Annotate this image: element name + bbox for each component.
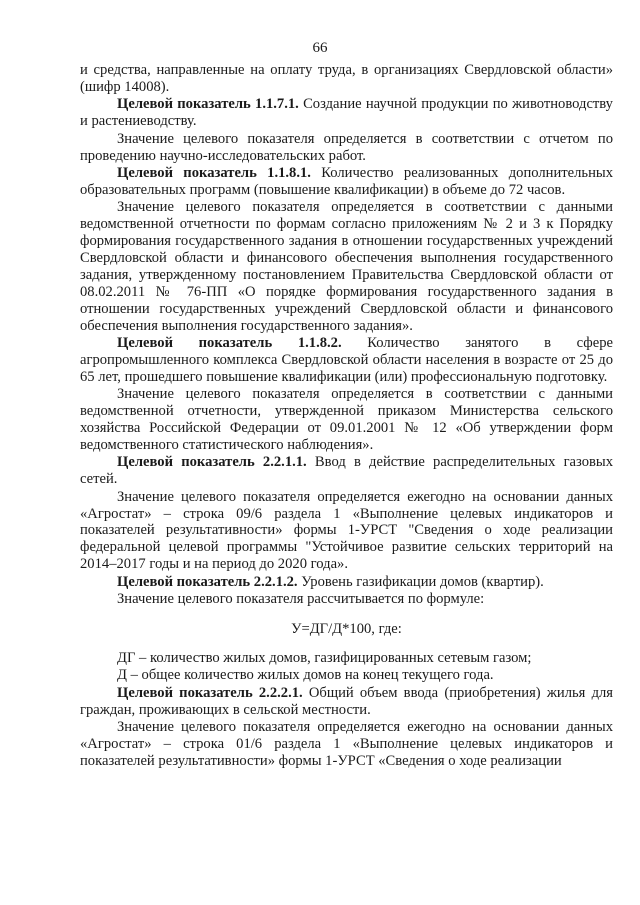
paragraphs-after-formula [80, 650, 613, 770]
paragraph [80, 719, 613, 770]
paragraphs-before-formula [80, 62, 613, 608]
paragraph [80, 199, 613, 334]
indicator-label: Целевой показатель 1.1.7.1. [117, 96, 299, 113]
page-number: 66 [312, 40, 328, 56]
paragraph [80, 386, 613, 454]
paragraph [80, 685, 613, 719]
paragraph-text: Значение целевого показателя рассчитывается по формуле: [117, 591, 485, 608]
indicator-label: Целевой показатель 2.2.1.1. [117, 454, 307, 471]
paragraph-text: Создание научной продукции по животноводству и растениеводству. [80, 96, 613, 130]
indicator-label: Целевой показатель 1.1.8.1. [117, 164, 311, 181]
paragraph [80, 591, 613, 608]
paragraph-text: Значение целевого показателя определяется ежегодно на основании данных «Агростат» – строка 09/6 раздела 1 «Выполнение целевых индикаторов и показателей результативности» формы 1-УРСТ "Сведения о ходе реализации федеральной целевой программы "Устойчивое развитие сельских территорий на 2014–2017 годы и на период до 2020 года». [80, 488, 613, 573]
paragraph [80, 454, 613, 488]
paragraph [80, 650, 613, 667]
paragraph [80, 62, 613, 96]
paragraph [80, 667, 613, 684]
paragraph [80, 165, 613, 199]
paragraph-text: Количество реализованных дополнительных образовательных программ (повышение квалификации) в объеме до 72 часов. [80, 164, 613, 198]
document-body [80, 62, 613, 770]
paragraph [80, 489, 613, 574]
indicator-label: Целевой показатель 1.1.8.2. [117, 335, 342, 351]
paragraph [80, 96, 613, 130]
paragraph-text: Ввод в действие распределительных газовых сетей. [80, 454, 614, 488]
paragraph-text: Уровень газификации домов (квартир). [297, 573, 544, 590]
paragraph [80, 131, 613, 165]
paragraph-text: Д – общее количество жилых домов на конец текущего года. [117, 667, 494, 684]
paragraph-text: Значение целевого показателя определяется в соответствии с данными ведомственной отчетности по формам согласно приложениям № 2 и 3 к Порядку формирования государственного задания в отношении государственных учреждений Свердловской области и финансового обеспечения выполнения государственного задания, утвержденному постановлением Правительства Свердловской области от 08.02.2011 № 76-ПП «О порядке формирования государственного задания в отношении государственных учреждений Свердловской области и финансового обеспечения выполнения государственного задания». [80, 199, 613, 334]
indicator-label: Целевой показатель 2.2.2.1. [117, 684, 303, 701]
formula: У=ДГ/Д*100, где: [291, 621, 402, 637]
paragraph-text: Значение целевого показателя определяется в соответствии с данными ведомственной отчетности, утвержденной приказом Министерства сельского хозяйства Российской Федерации от 09.01.2001 № 12 «Об утверждении форм ведомственного статистического наблюдения». [80, 386, 613, 453]
paragraph-text: и средства, направленные на оплату труда, в организациях Свердловской области» (шифр 14008). [80, 62, 613, 95]
indicator-label: Целевой показатель 2.2.1.2. [117, 573, 298, 590]
paragraph [80, 335, 613, 386]
paragraph-text: Значение целевого показателя определяется ежегодно на основании данных «Агростат» – строка 01/6 раздела 1 «Выполнение целевых индикаторов и показателей результативности» формы 1-УРСТ «Сведения о ходе реализации [80, 719, 613, 769]
paragraph-text: Общий объем ввода (приобретения) жилья для граждан, проживающих в сельской местности. [80, 684, 613, 718]
paragraph-text: ДГ – количество жилых домов, газифицированных сетевым газом; [117, 649, 532, 666]
paragraph-text: Значение целевого показателя определяется в соответствии с отчетом по проведению научно-исследовательских работ. [80, 130, 613, 164]
paragraph [80, 574, 613, 591]
paragraph-text: Количество занятого в сфере агропромышленного комплекса Свердловской области населения в возрасте от 25 до 65 лет, прошедшего повышение квалификации (или) профессиональную подготовку. [80, 335, 613, 385]
